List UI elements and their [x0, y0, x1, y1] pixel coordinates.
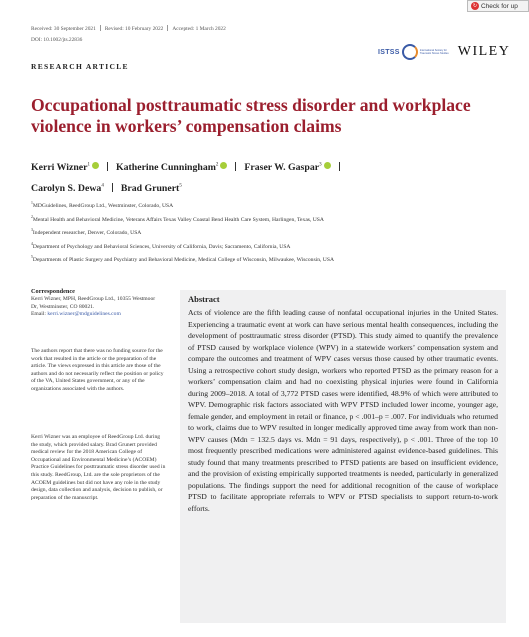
orcid-icon[interactable]: [220, 162, 227, 169]
date-separator: [167, 25, 168, 31]
orcid-icon[interactable]: [92, 162, 99, 169]
author[interactable]: Brad Grunert$^5$: [120, 182, 182, 194]
author-separator: [107, 162, 108, 171]
author[interactable]: Katherine Cunningham$^2$: [116, 162, 227, 173]
publisher-logos: [378, 44, 510, 60]
publication-dates: [31, 25, 226, 32]
author-separator: [339, 162, 340, 171]
received-date: Received: 30 September 2021: [31, 26, 96, 32]
author-separator: [235, 162, 236, 171]
email-label: Email:: [31, 311, 48, 318]
affiliation: $^4$Department of Psychology and Behavioral Sciences, University of California, Davis; Sacramento, California, USA: [31, 241, 291, 250]
date-separator: [100, 25, 101, 31]
funding-note: The authors report that there was no funding source for the work that resulted in the article or the preparation of the article. The views expressed in this article are those of the authors and do not necessarily reflect the position or policy of the VA, United States government, or any of the organizations associated with the authors.: [31, 348, 164, 392]
istss-logo-text: ISTSS: [378, 48, 400, 56]
affiliations: [31, 201, 501, 269]
affiliation: $^3$Independent researcher, Denver, Colorado, USA: [31, 228, 142, 236]
correspondence-body: [31, 296, 161, 319]
author-list: [31, 157, 481, 198]
wiley-logo: WILEY: [457, 44, 511, 59]
affiliation: $^2$Mental Health and Behavioral Medicine, Veterans Affairs Texas Valley Coastal Bend Health Care System, Harlingen, Texas, USA: [31, 214, 324, 223]
correspondence-address: Kerri Wizner, MPH, ReedGroup Ltd., 10355 Westmoor Dr, Westminster, CO 80021.: [31, 296, 156, 310]
email-link[interactable]: kerri.wizner@mdguidelines.com: [47, 311, 121, 318]
check-for-updates-label: Check for up: [481, 2, 518, 10]
abstract-text: Acts of violence are the fifth leading cause of nonfatal occupational injuries in the United States. Experiencing a traumatic event at work can have serious mental health consequences, including the development of posttraumatic stress disorder (PTSD). This study aimed to quantify the prevalence of PTSD caused by workplace violence (WPV) in a statewide workers’ compensation system and compare the outcomes and treatment of WPV cases versus those caused by other traumatic events. Using a retrospective cohort study design, workers who reported PTSD as the primary reason for a workers’ compensation claim and had no coexisting physical injuries were found in California during 2009–2018. A total of 3,772 PTSD cases were identified, 48.9% of which were attributed to WPV. Demographic risk factors associated with WPV PTSD included lower income, younger age, female gender, and employment in retail or finance, p < .001–p = .007. For individuals who returned to work, claims due to WPV resulted in longer medically approved time away from work than non-WPV causes (Mdn = 132.5 days vs. Mdn = 91 days, respectively), p < .001. Three of the top 10 most frequently prescribed medications were administered against evidence-based guidelines. This study found that many treatments prescribed to PTSD patients are based on insufficient evidence, and the provision of existing empirically supported treatments is needed, particularly in generalized populations. The findings support the need for additional recognition of the cause of workplace PTSD to facilitate appropriate referrals to WPV or PTSD specialists to support return-to-work efforts.: [188, 308, 498, 513]
article-title: Occupational posttraumatic stress disorder and workplace violence in workers’ compensation claims: [31, 95, 471, 136]
istss-logo-subtext: International Society for Traumatic Stress Studies: [419, 49, 449, 55]
check-for-updates-button[interactable]: [467, 0, 529, 12]
affiliation: $^1$MDGuidelines, ReedGroup Ltd., Westminster, Colorado, USA: [31, 201, 174, 209]
revised-date: Revised: 10 February 2022: [104, 26, 164, 32]
abstract-heading: Abstract: [188, 294, 220, 304]
orcid-icon[interactable]: [324, 162, 331, 169]
author[interactable]: Kerri Wizner$^1$: [31, 162, 99, 173]
author-separator: [112, 183, 113, 192]
istss-logo: [378, 44, 450, 60]
update-badge-icon: ↻: [472, 3, 478, 9]
doi: DOI: 10.1002/jts.22836: [31, 37, 83, 43]
affiliation: $^5$Departments of Plastic Surgery and Psychiatry and Behavioral Medicine, Medical College of Wisconsin, Milwaukee, Wisconsin, USA: [31, 255, 334, 263]
conflict-note: Kerri Wizner was an employee of ReedGroup Ltd. during the study, which provided salary. Brad Grunert provided medical review for the 2018 American College of Occupational and Environmental Medicine’s (ACOEM) Practice Guidelines for posttraumatic stress disorder used in this study. ReedGroup, Ltd. are the sole proprietors of the ACOEM guidelines but did not have any role in the study design, data collection and analysis, decision to publish, or preparation of the manuscript.: [31, 434, 166, 501]
author[interactable]: Fraser W. Gaspar$^3$: [244, 162, 330, 173]
author[interactable]: Carolyn S. Dewa$^4$: [31, 182, 104, 194]
istss-circle-icon: [402, 44, 418, 60]
article-type: RESEARCH ARTICLE: [31, 62, 129, 71]
abstract-box: [180, 290, 506, 623]
correspondence-heading: Correspondence: [31, 288, 75, 295]
accepted-date: Accepted: 1 March 2022: [172, 26, 226, 32]
